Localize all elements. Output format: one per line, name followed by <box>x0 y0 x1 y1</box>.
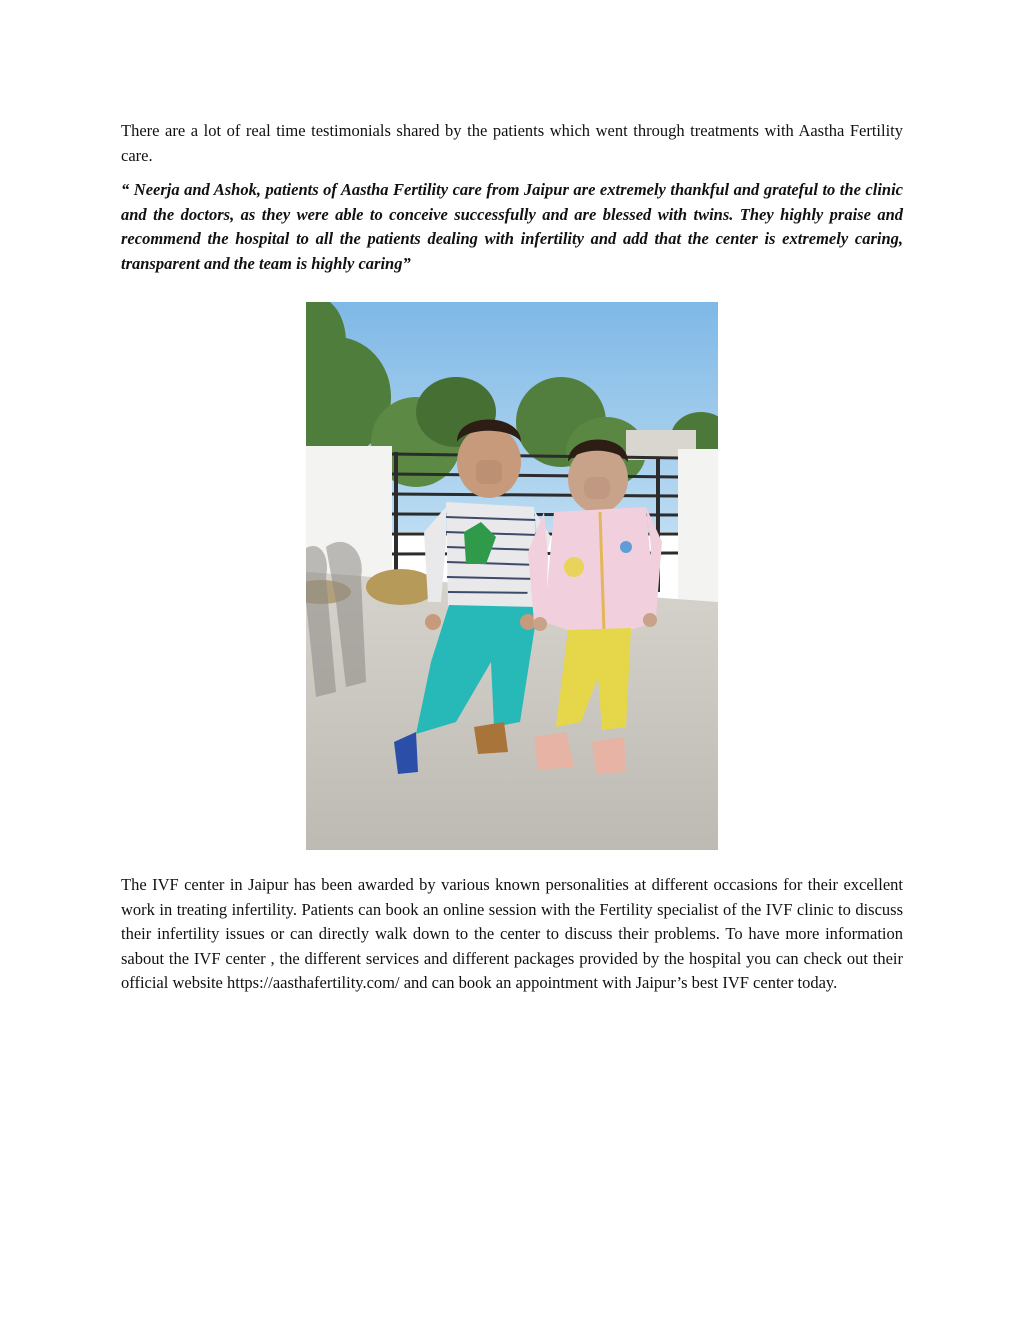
intro-paragraph: There are a lot of real time testimonials shared by the patients which went through treatments with Aastha Fertility care. <box>121 121 903 165</box>
closing-section <box>121 873 903 996</box>
twins-photo <box>306 302 718 850</box>
hay-pile <box>366 569 436 605</box>
closing-paragraph: The IVF center in Jaipur has been awarded by various known personalities at different occasions for their excellent work in treating infertility. Patients can book an online session with the Fertility specialist of the IVF clinic to discuss their infertility issues or can directly walk down to the center to discuss their problems. To have more information sabout the IVF center , the different services and different packages provided by the hospital you can check out their official website https://aasthafertility.com/ and can book an appointment with Jaipur’s best IVF center today. <box>121 875 903 992</box>
right-wall <box>678 449 718 609</box>
testimonial-quote: “ Neerja and Ashok, patients of Aastha Fertility care from Jaipur are extremely thankful and grateful to the clinic and the doctors, as they were able to conceive successfully and are blessed with twins. They highly praise and recommend the hospital to all the patients dealing with infertility and add that the center is extremely caring, transparent and the team is highly caring” <box>121 180 903 273</box>
document-body <box>121 119 903 276</box>
